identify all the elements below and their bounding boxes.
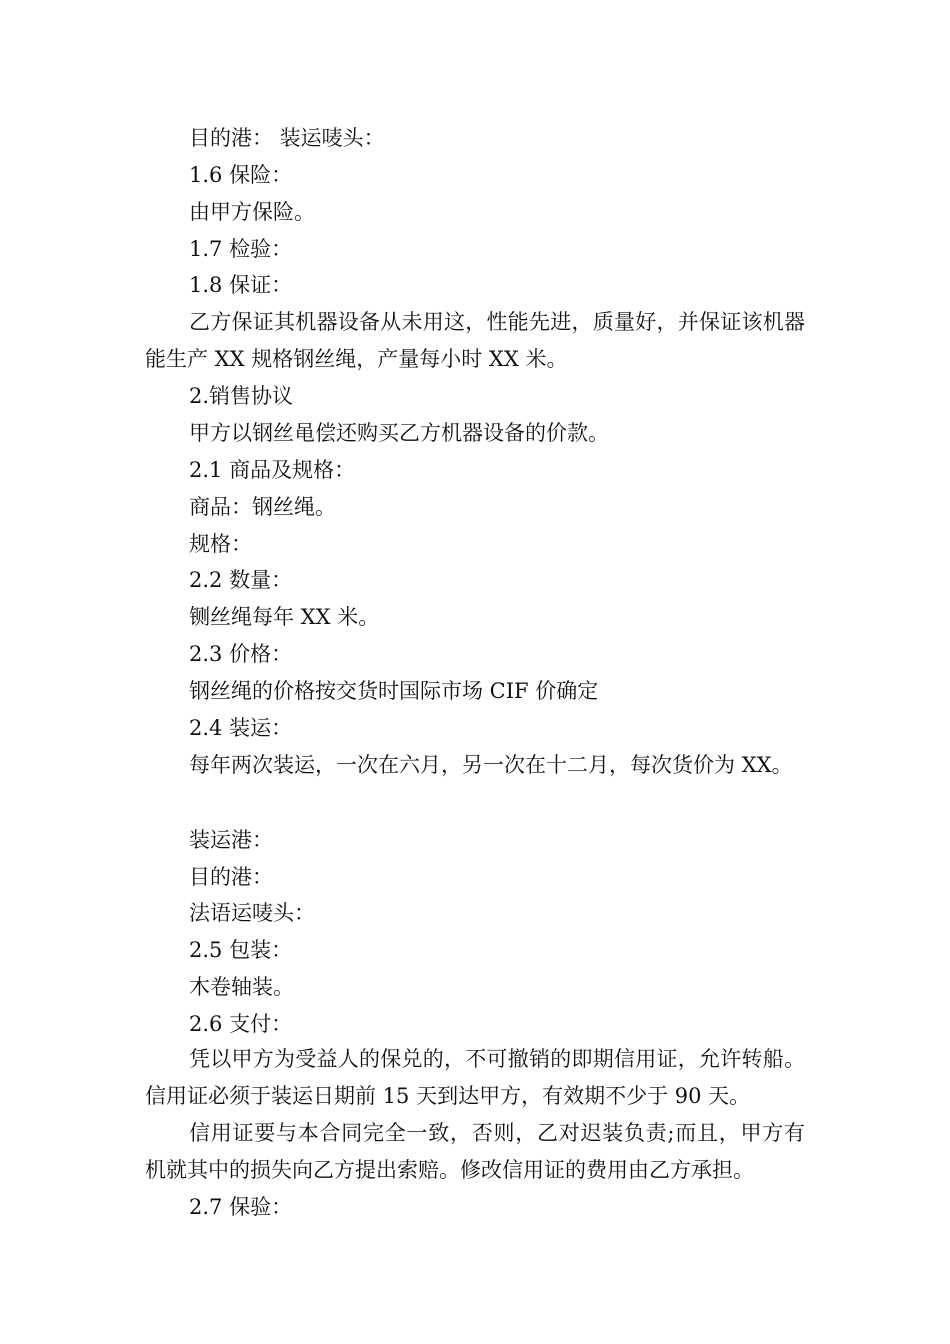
letter-of-credit-paragraph: 信用证要与本合同完全一致，否则，乙对迟装负责;而且，甲方有机就其中的损失向乙方提出索赔。修改信用证的费用由乙方承担。 bbox=[145, 1121, 805, 1182]
shipping-marks-text: 法语运唛头： bbox=[189, 901, 315, 925]
section-2-5-heading: 2.5 包装： bbox=[189, 938, 293, 962]
destination-port-and-marks-line: 目的港： 装运唛头： bbox=[189, 126, 385, 150]
section-2-heading: 2.销售协议 bbox=[189, 384, 294, 408]
section-1-8-heading: 1.8 保证： bbox=[189, 273, 293, 297]
insurance-text: 由甲方保险。 bbox=[189, 200, 315, 224]
section-1-7-heading: 1.7 检验： bbox=[189, 237, 293, 261]
section-2-3-heading: 2.3 价格： bbox=[189, 642, 293, 666]
payment-paragraph: 凭以甲方为受益人的保兑的，不可撤销的即期信用证，允许转船。信用证必须于装运日期前 15 天到达甲方，有效期不少于 90 天。 bbox=[145, 1047, 805, 1108]
shipment-paragraph: 每年两次装运，一次在六月，另一次在十二月，每次货价为 XX。 bbox=[189, 753, 793, 777]
section-2-6-heading: 2.6 支付： bbox=[189, 1012, 293, 1036]
price-text: 钢丝绳的价格按交货时国际市场 CIF 价确定 bbox=[189, 679, 599, 703]
section-2-2-heading: 2.2 数量： bbox=[189, 568, 293, 592]
section-1-6-heading: 1.6 保险： bbox=[189, 163, 293, 187]
section-2-1-heading: 2.1 商品及规格： bbox=[189, 458, 356, 482]
packing-text: 木卷轴装。 bbox=[189, 975, 294, 999]
sales-agreement-text: 甲方以钢丝黾偿还购买乙方机器设备的价款。 bbox=[189, 421, 609, 445]
loading-port-text: 装运港： bbox=[189, 828, 273, 852]
destination-port-text: 目的港： bbox=[189, 865, 273, 889]
section-2-7-heading: 2.7 保验： bbox=[189, 1195, 293, 1219]
commodity-text: 商品：钢丝绳。 bbox=[189, 495, 336, 519]
quantity-text: 铡丝绳每年 XX 米。 bbox=[189, 605, 380, 629]
section-2-4-heading: 2.4 装运： bbox=[189, 716, 293, 740]
specification-text: 规格： bbox=[189, 532, 252, 556]
guarantee-paragraph: 乙方保证其机器设备从未用这，性能先进，质量好，并保证该机器能生产 XX 规格钢丝绳，产量每小时 XX 米。 bbox=[145, 310, 805, 371]
